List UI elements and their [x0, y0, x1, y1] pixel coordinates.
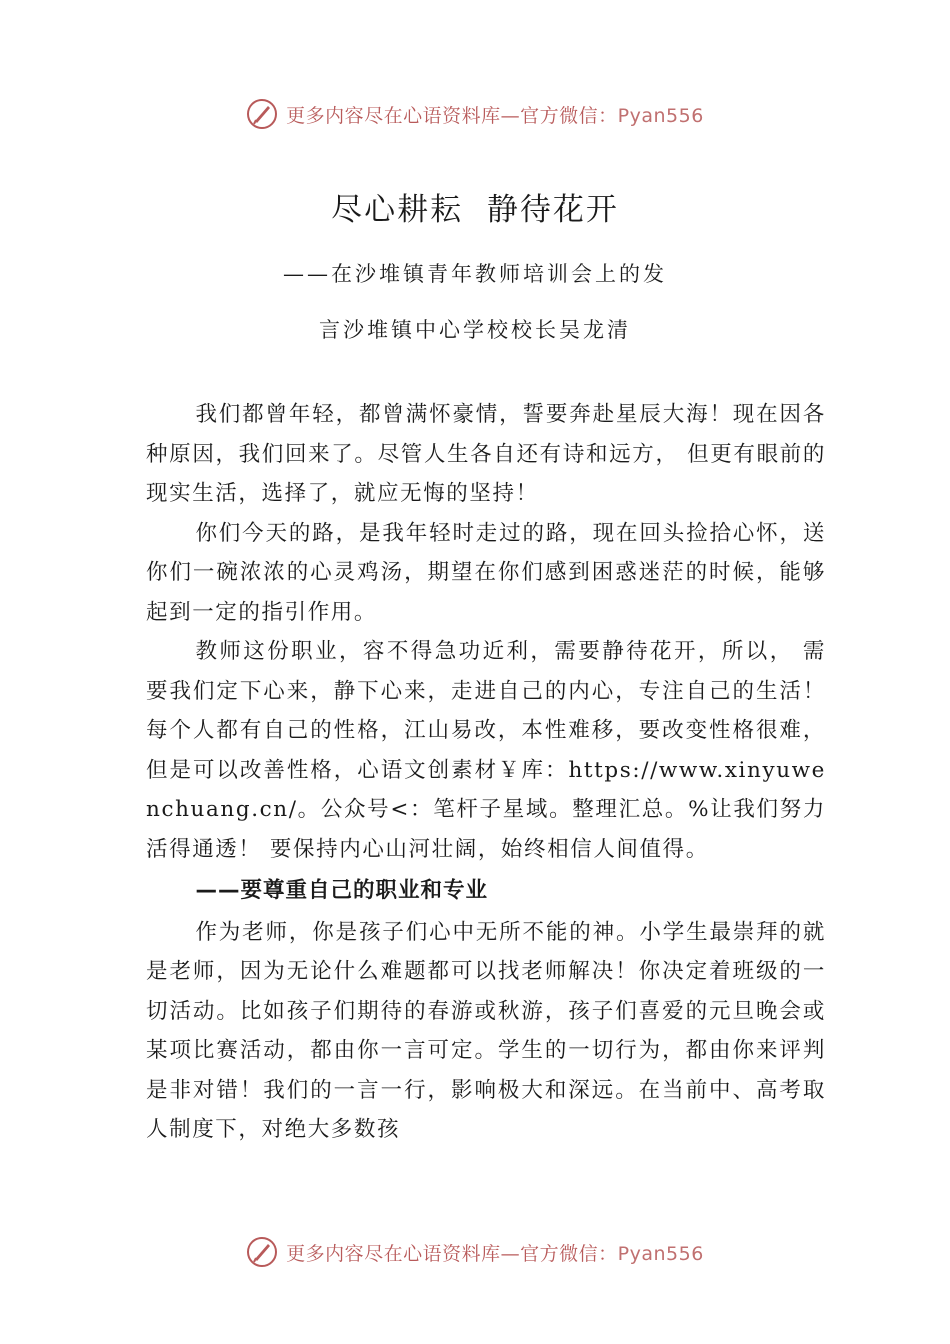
banner-text: 更多内容尽在心语资料库—官方微信：Pyan556: [286, 1242, 704, 1265]
paragraph: 作为老师，你是孩子们心中无所不能的神。小学生最崇拜的就是老师，因为无论什么难题都可以找老师解决！你决定着班级的一切活动。比如孩子们期待的春游或秋游，孩子们喜爱的元旦晚会或某项比赛活动，都由你一言可定。学生的一切行为，都由你来评判是非对错！我们的一言一行，影响极大和深远。在当前中、高考取人制度下，对绝大多数孩: [146, 919, 826, 1142]
section-heading: ——要尊重自己的职业和专业: [195, 878, 488, 903]
header-banner: [0, 94, 950, 134]
quill-logo-icon: [246, 98, 278, 130]
document-subtitle-line1: ——在沙堆镇青年教师培训会上的发: [283, 262, 667, 286]
document-title: 尽心耕耘 静待花开: [331, 192, 619, 228]
paragraph: 我们都曾年轻，都曾满怀豪情，誓要奔赴星辰大海！现在因各种原因，我们回来了。尽管人生各自还有诗和远方， 但更有眼前的现实生活，选择了，就应无悔的坚持！: [146, 402, 826, 506]
document-body: [146, 395, 826, 1150]
document-subtitle-line2: 言沙堆镇中心学校校长吴龙清: [319, 318, 631, 342]
banner-text: 更多内容尽在心语资料库—官方微信：Pyan556: [286, 104, 704, 127]
paragraph: 教师这份职业，容不得急功近利，需要静待花开，所以， 需要我们定下心来，静下心来，走进自己的内心，专注自己的生活！每个人都有自己的性格，江山易改，本性难移，要改变性格很难，但是可以改善性格，心语文创素材￥库：https://www.xinyuwenchuang.cn/。公众号<：笔杆子星域。整理汇总。%让我们努力活得通透！ 要保持内心山河壮阔，始终相信人间值得。: [146, 639, 826, 862]
quill-logo-icon: [246, 1236, 278, 1268]
wechat-id: Pyan556: [617, 104, 704, 127]
paragraph: 你们今天的路，是我年轻时走过的路，现在回头捡拾心怀，送你们一碗浓浓的心灵鸡汤，期望在你们感到困惑迷茫的时候，能够起到一定的指引作用。: [146, 520, 826, 625]
wechat-id: Pyan556: [617, 1242, 704, 1265]
footer-banner: [0, 1232, 950, 1272]
